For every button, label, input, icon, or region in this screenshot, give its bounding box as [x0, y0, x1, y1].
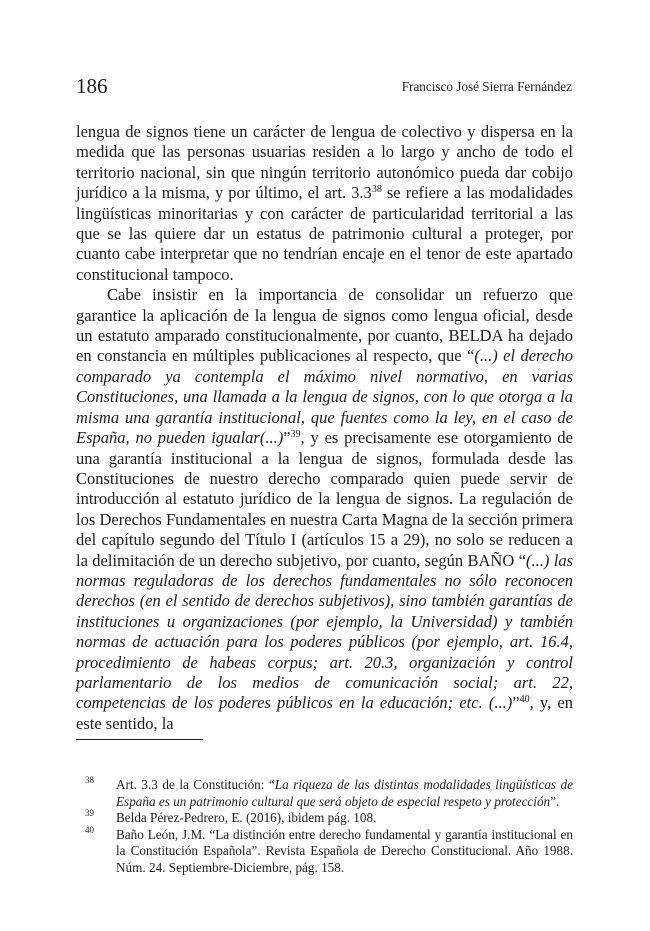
footnote-ref-38[interactable]: 38: [371, 184, 382, 196]
paragraph-2-text-a: Cabe insistir en la importancia de consolidar un refuerzo que garantice la aplicación de la lengua de signos como lengua oficial, desde un estatuto amparado constitucionalmente, por cuanto, BELDA ha dejado en constancia en múltiples publicaciones al respecto, que “: [76, 285, 573, 366]
footnote-ref-40[interactable]: 40: [519, 694, 530, 706]
paragraph-2-text-b: , y es precisamente ese otorgamiento de una garantía institucional a la lengua de signos, formulada desde las Constituciones de nuestro derecho comparado quien puede servir de introducción al estatuto jurídico de la lengua de signos. La regulación de los Derechos Fundamentales en nuestra Carta Magna de la sección primera del capítulo segundo del Título I (artículos 15 a 29), no solo se reducen a la delimitación de un derecho subjetivo, por cuanto, según BAÑO “: [76, 428, 573, 570]
footnote-ref-39[interactable]: 39: [290, 429, 301, 441]
page-header: [76, 72, 572, 102]
paragraph-1-text-a: lengua de signos tiene un carácter de lengua de colectivo y dispersa en la medida que las personas usuarias residen a lo largo y ancho de todo el territorio nacional, sin que ningún territorio autonómico pueda dar cobijo jurídico a la misma, y por último, el art. 3.3: [76, 122, 573, 203]
footnote-number: 40: [85, 824, 94, 835]
footnote-number: 38: [85, 775, 94, 785]
paragraph-1-text-b: se refiere a las modalidades lingüísticas minoritarias y con carácter de particularidad territorial a las que se las quiere dar un estatus de patrimonio cultural a proteger, por cuanto cabe interpretar que no tendrían encaje en el tenor de este apartado constitucional tampoco.: [76, 183, 573, 284]
footnotes: [76, 777, 573, 877]
footnote-38: [76, 777, 573, 810]
paragraph-1: [76, 122, 573, 285]
footnote-text: Belda Pérez-Pedrero, E. (2016), ibidem pág. 108.: [116, 810, 377, 826]
footnote-number: 39: [85, 808, 94, 819]
quote-belda: (...) el derecho comparado ya contempla el máximo nivel normativo, en varias Constituciones, una llamada a la lengua de signos, con lo que otorga a la misma una garantía institucional, que fuentes como la ley, en el caso de España, no pueden igualar(...): [76, 346, 573, 448]
footnote-text: Baño León, J.M. “La distinción entre derecho fundamental y garantía institucional en la Constitución Española”. Revista Española de Derecho Constitucional. Año 1988. Núm. 24. Septiembre-Diciembre, pág. 158.: [116, 826, 573, 875]
closing-quote-2: ”: [512, 693, 520, 713]
footnote-quote: La riqueza de las distintas modalidades lingüísticas de España es un patrimonio cultural que será objeto de especial respeto y protección: [116, 777, 574, 809]
footnote-separator: [76, 739, 203, 740]
paragraph-2: [76, 285, 573, 734]
main-text: [76, 122, 573, 734]
footnote-39: [76, 810, 573, 827]
footnote-text-end: ”.: [550, 793, 560, 809]
running-head: Francisco José Sierra Fernández: [401, 79, 572, 94]
footnote-40: [76, 824, 573, 877]
footnote-text: Art. 3.3 de la Constitución: “: [116, 777, 275, 792]
quote-bano: (...) las normas reguladoras de los derechos fundamentales no sólo reconocen derechos (en el sentido de derechos subjetivos), sino también garantías de instituciones u organizaciones (por ejemplo, la Universidad) y también normas de actuación para los poderes públicos (por ejemplo, art. 16.4, procedimiento de habeas corpus; art. 20.3, organización y control parlamentario de los medios de comunicación social; art. 22, competencias de los poderes públicos en la educación; etc. (...): [76, 550, 574, 713]
page-number: 186: [76, 74, 108, 98]
closing-quote-1: ”: [283, 428, 291, 448]
paragraph-2-text-c: , y, en este sentido, la: [76, 693, 573, 733]
